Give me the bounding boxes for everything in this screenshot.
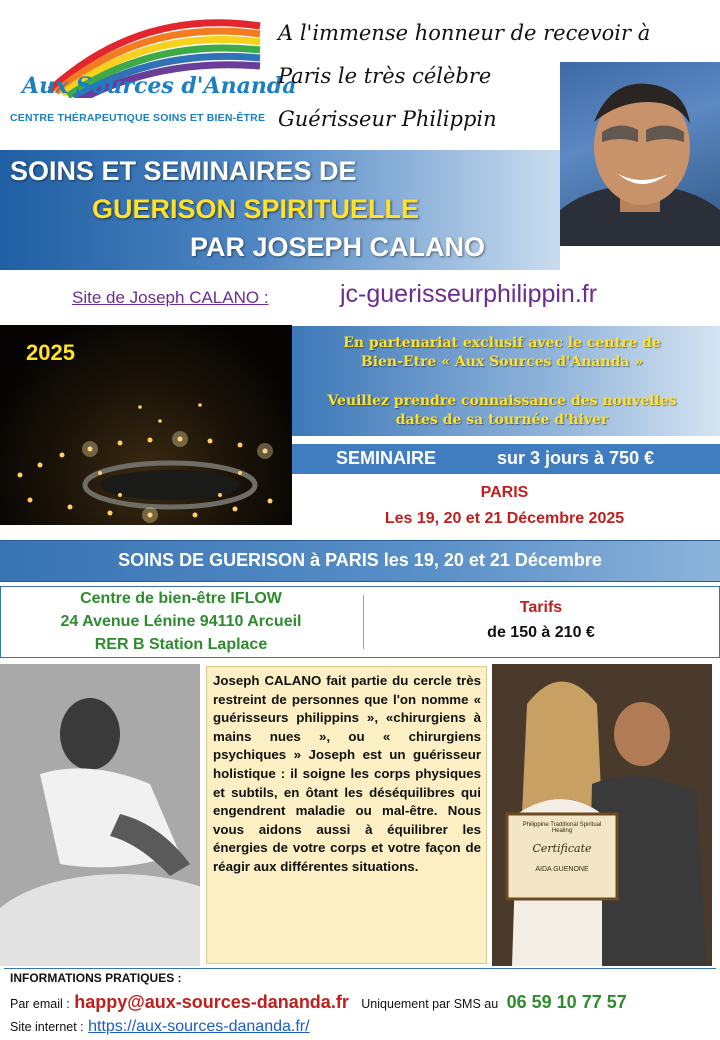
- partnership-line-3: Veuillez prendre connaissance des nouvelles: [327, 393, 677, 409]
- seminar-dates: Les 19, 20 et 21 Décembre 2025: [384, 510, 625, 527]
- intro-line-3: Guérisseur Philippin: [278, 107, 497, 131]
- banner-line-3: PAR JOSEPH CALANO: [190, 232, 486, 262]
- seminar-bar: [292, 444, 720, 474]
- healer-portrait-photo: [560, 62, 720, 246]
- venue-address: 24 Avenue Lénine 94110 Arcueil: [60, 613, 302, 630]
- intro-line-2: Paris le très célèbre: [278, 64, 492, 88]
- certificate-illustration: [492, 664, 712, 966]
- healing-session-illustration: [0, 664, 200, 966]
- tarifs-label: Tarifs: [519, 599, 563, 616]
- partnership-line-1: En partenariat exclusif avec le centre de: [343, 335, 661, 351]
- website-row: [10, 1018, 310, 1036]
- contact-row: [10, 992, 627, 1013]
- seminar-city: PARIS: [480, 484, 529, 501]
- bio-name: Joseph CALANO: [213, 673, 322, 688]
- footer-divider: [4, 968, 716, 969]
- certificate-header: Philippine Traditional Spiritual Healing: [522, 822, 602, 834]
- portrait-illustration: [560, 62, 720, 246]
- partnership-box: [292, 326, 720, 436]
- main-title-banner: [0, 150, 560, 270]
- certificate-title: Certificate: [532, 842, 592, 855]
- email-link[interactable]: happy@aux-sources-dananda.fr: [74, 992, 349, 1012]
- tarifs-value: de 150 à 210 €: [487, 624, 595, 641]
- healing-session-photo: [0, 664, 200, 966]
- website-label: Site internet :: [10, 1020, 84, 1034]
- year-label: 2025: [26, 340, 75, 365]
- bio-paragraph: [213, 672, 481, 877]
- banner-line-1: SOINS ET SEMINAIRES DE: [10, 156, 357, 186]
- venue-name: Centre de bien-être IFLOW: [80, 590, 282, 607]
- partnership-line-4: dates de sa tournée d'hiver: [395, 412, 609, 428]
- certificate-photo: [492, 664, 712, 966]
- logo-subtitle: CENTRE THÉRAPEUTIQUE SOINS ET BIEN-ÊTRE: [10, 112, 266, 124]
- certificate-holder: AIDA GUENONE: [535, 866, 589, 873]
- soins-bar-text: SOINS DE GUERISON à PARIS les 19, 20 et 21 Décembre: [118, 550, 602, 570]
- venue-transport: RER B Station Laplace: [94, 636, 268, 653]
- banner-line-2: GUERISON SPIRITUELLE: [92, 194, 420, 224]
- website-link[interactable]: https://aux-sources-dananda.fr/: [88, 1018, 310, 1035]
- sms-label: Uniquement par SMS au: [361, 997, 499, 1011]
- partnership-line-2: Bien-Etre « Aux Sources d'Ananda »: [360, 354, 644, 370]
- bio-text: fait partie du cercle très restreint de personnes que l'on nomme « guérisseurs philippins », «chirurgiens à mains nues », ou « chirurgiens psychiques » Joseph est un guérisseur holistique : il soigne les corps physiques et subtils, en ôtant les déséquilibres qui engendrent maladie ou mal-être. Nous vous aidons aussi à équilibrer les énergies de votre corps et votre façon de réagir aux différentes situations.: [213, 673, 482, 874]
- footer-title: INFORMATIONS PRATIQUES :: [10, 971, 182, 985]
- intro-line-1: A l'immense honneur de recevoir à: [278, 21, 651, 45]
- venue-box: [0, 586, 720, 658]
- seminar-price: sur 3 jours à 750 €: [497, 448, 655, 468]
- seminar-label: SEMINAIRE: [336, 448, 437, 468]
- site-label: Site de Joseph CALANO :: [72, 288, 269, 307]
- email-label: Par email :: [10, 997, 70, 1011]
- logo: [10, 18, 297, 128]
- phone-number[interactable]: 06 59 10 77 57: [506, 992, 627, 1012]
- bio-box: [206, 666, 487, 964]
- soins-bar: [0, 540, 720, 582]
- site-url-link[interactable]: jc-guerisseurphilippin.fr: [340, 280, 598, 308]
- logo-name: Aux Sources d'Ananda: [22, 73, 297, 99]
